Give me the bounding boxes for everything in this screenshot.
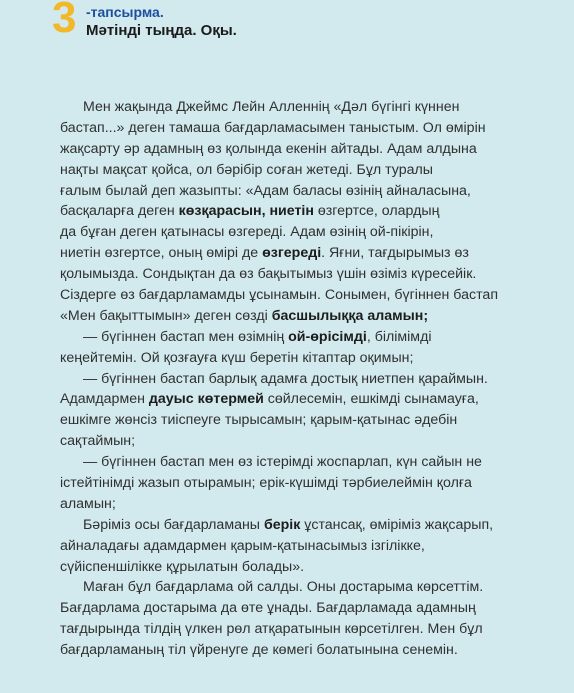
text-line (60, 431, 550, 452)
text-run: сөйлесемін, ешкімді сынамауға, (263, 391, 479, 408)
text-run: сүйіспеншілікке құрылатын болады». (60, 558, 305, 575)
highlighted-phrase: дауыс көтермей (148, 391, 264, 408)
text-run: сақтаймын; (60, 433, 136, 450)
highlighted-phrase: берік (263, 516, 301, 533)
text-run: ешкімге жөнсіз тиіспеуге тырысамын; қарым-қатынас әдебін (60, 412, 458, 429)
task-instruction: Мәтінді тыңда. Оқы. (86, 22, 237, 39)
text-run: , білімімді (366, 328, 432, 345)
text-run: ниетін өзгертсе, оның өмірі де (60, 245, 263, 262)
text-line (60, 306, 550, 327)
text-line (60, 243, 550, 264)
text-run: істейтінімді жазып отырамын; ерік-күшімді тәрбиелеймін қолға (60, 475, 472, 492)
text-run: Бәріміз осы бағдарламаны (83, 516, 264, 533)
text-line (60, 389, 550, 410)
text-line (60, 201, 550, 222)
text-line (60, 118, 550, 139)
text-line (60, 369, 550, 390)
text-run: — бүгіннен бастап мен өз істерімді жоспарлап, күн сайын не (83, 454, 482, 471)
text-run: Бағдарлама достарыма да өте ұнады. Бағдарламада адамның (60, 600, 476, 617)
text-line (60, 285, 550, 306)
text-run: айналадағы адамдармен қарым-қатынасымыз ізгілікке, (60, 537, 425, 554)
text-line (60, 139, 550, 160)
text-line (60, 327, 550, 348)
reading-text (60, 97, 550, 661)
text-line (60, 264, 550, 285)
highlighted-phrase: көзқарасын, ниетін (178, 203, 314, 220)
text-run: Адамдармен (60, 391, 149, 408)
text-line (60, 494, 550, 515)
text-run: басқаларға деген (60, 203, 179, 220)
text-run: Мен жақында Джеймс Лейн Алленнің «Дәл бүгінгі күннен (83, 99, 460, 115)
text-run: да бұған деген қатынасы өзгереді. Адам өзінің ой-пікірін, (60, 224, 434, 241)
text-line (60, 348, 550, 369)
highlighted-phrase: басшылыққа аламын; (271, 307, 429, 324)
text-run: аламын; (60, 495, 116, 512)
text-run: бастап...» деген тамаша бағдарламасымен таныстым. Ол өмірін (60, 119, 486, 136)
text-line (60, 577, 550, 598)
text-run: — бүгіннен бастап мен өзімнің (83, 328, 289, 345)
task-number: 3 (52, 0, 77, 42)
text-run: бағдарламаның тіл үйренуге де көмегі болатынына сенемін. (60, 642, 458, 659)
text-line (60, 181, 550, 202)
text-line (60, 536, 550, 557)
highlighted-phrase: өзгереді (262, 245, 322, 262)
task-label: -тапсырма. (86, 4, 164, 20)
text-run: Маған бұл бағдарлама ой салды. Оны достарыма көрсеттім. (83, 579, 484, 596)
text-line (60, 473, 550, 494)
text-line (60, 515, 550, 536)
text-line (60, 160, 550, 181)
text-run: . Яғни, тағдырымыз өз (321, 245, 469, 262)
text-line (60, 222, 550, 243)
text-line (60, 557, 550, 578)
text-run: өзгертсе, олардың (313, 203, 440, 220)
text-line (60, 410, 550, 431)
text-line (60, 619, 550, 640)
highlighted-phrase: ой-өрісімді (288, 328, 367, 345)
text-run: нақты мақсат қойса, ол бәрібір соған жетеді. Бұл туралы (60, 161, 433, 178)
text-run: «Мен бақыттымын» деген сөзді (60, 307, 272, 324)
text-run: Сіздерге өз бағдарламамды ұсынамын. Сонымен, бүгіннен бастап (60, 287, 498, 304)
task-header (52, 0, 552, 45)
text-line (60, 598, 550, 619)
text-run: тағдырында тілдің үлкен рөл атқаратынын көрсетілген. Мен бұл (60, 621, 483, 638)
text-run: ғалым былай деп жазыпты: «Адам баласы өзінің айналасына, (60, 182, 471, 199)
text-run: қолымызда. Сондықтан да өз бақытымыз үшін өзіміз күресейік. (60, 266, 477, 283)
text-run: жақсарту әр адамның өз қолында екенін айтады. Адам алдына (60, 140, 477, 157)
text-run: кеңейтемін. Ой қозғауға күш беретін кітаптар оқимын; (60, 349, 414, 366)
text-run: — бүгіннен бастап барлық адамға достық ниетпен қараймын. (83, 370, 488, 387)
text-line (60, 97, 550, 118)
text-line (60, 452, 550, 473)
text-line (60, 640, 550, 661)
text-run: ұстансақ, өміріміз жақсарып, (300, 516, 494, 533)
